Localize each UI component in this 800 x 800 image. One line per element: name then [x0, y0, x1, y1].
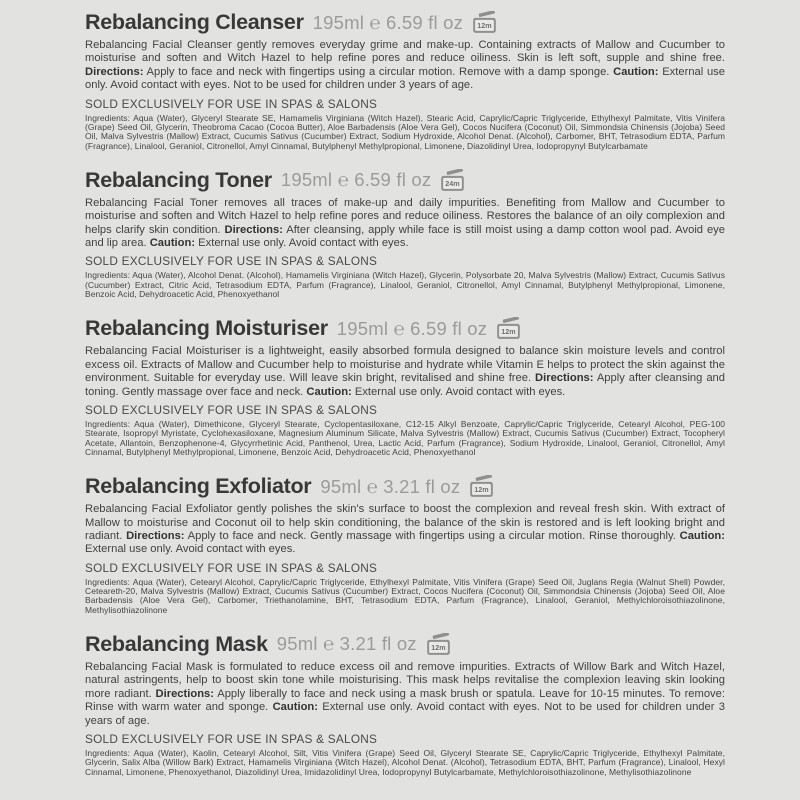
- caution-label: Caution:: [306, 385, 352, 398]
- directions-text: After cleansing, apply while face is still moist using a damp cotton wool pad. Avoid eye and lip area.: [85, 223, 725, 250]
- sold-exclusively-line: SOLD EXCLUSIVELY FOR USE IN SPAS & SALONS: [85, 96, 378, 111]
- caution-label: Caution:: [679, 529, 725, 542]
- caution-text: External use only. Avoid contact with eyes. Not to be used for children under 3 years of age.: [85, 701, 726, 727]
- caution-label: Caution:: [613, 65, 659, 78]
- product-section-toner: [85, 168, 725, 300]
- directions-text: Apply liberally to face and neck using a mask brush or spatula. Leave for 10-15 minutes. To remove: Rinse with warm water and sponge.: [85, 687, 725, 714]
- caution-text: External use only. Avoid contact with eyes.: [351, 385, 566, 398]
- product-header: [85, 474, 725, 499]
- caution-text: External use only. Avoid contact with eyes. Not to be used for children under 3 years of age.: [85, 65, 725, 92]
- ingredients-list: Ingredients: Aqua (Water), Kaolin, Cetearyl Alcohol, Silt, Vitis Vinifera (Grape) Seed Oil, Glyceryl Stearate SE, Caprylic/Capric Triglyceride, Ethylhexyl Palmitate, Glycerin, Salix Alba (Willow Bark) Extract, Hamamelis Virginiana (Witch Hazel), Alcohol Denat. (Alcohol), Tetrasodium EDTA, BHT, Parfum (Fragrance), Linalool, Hexyl Cinnamal, Limonene, Phenoxyethanol, Diazolidinyl Urea, Imidazolidinyl Urea, Iodopropynyl Butylcarbamate, Methylchloroisothiazolinone, Methylisothiazolinone: [85, 747, 725, 777]
- product-section-exfoliator: [85, 474, 725, 615]
- period-after-opening-jar-icon: [496, 317, 521, 340]
- product-description: [85, 197, 725, 251]
- product-description: [85, 345, 725, 399]
- product-header: [85, 168, 725, 193]
- directions-text: Apply to face and neck. Gently massage with fingertips using a circular motion. Rinse thoroughly.: [184, 529, 680, 542]
- sold-exclusively-line: SOLD EXCLUSIVELY FOR USE IN SPAS & SALONS: [85, 402, 378, 417]
- period-after-opening-jar-icon: [426, 633, 451, 656]
- svg-text:12m: 12m: [474, 486, 490, 495]
- product-header: [85, 632, 725, 657]
- product-description: [85, 503, 725, 557]
- description-text: Rebalancing Facial Cleanser gently removes everyday grime and make-up. Containing extracts of Mallow and Cucumber to moisturise and soften and Witch Hazel to help refine pores and reduce oiliness. Skin is left soft, supple and shine free.: [85, 39, 725, 65]
- product-size: 95ml ℮ 3.21 fl oz: [276, 633, 417, 655]
- caution-label: Caution:: [272, 701, 318, 714]
- product-size: 95ml ℮ 3.21 fl oz: [320, 475, 461, 497]
- product-info-sheet: [85, 10, 725, 777]
- directions-text: Apply to face and neck with fingertips using a circular motion. Remove with a damp sponge.: [143, 65, 614, 78]
- product-header: [85, 10, 725, 35]
- period-after-opening-jar-icon: [440, 169, 465, 192]
- product-title: Rebalancing Exfoliator: [85, 474, 312, 499]
- directions-label: Directions:: [126, 529, 185, 542]
- ingredients-list: Ingredients: Aqua (Water), Glyceryl Stearate SE, Hamamelis Virginiana (Witch Hazel), Stearic Acid, Caprylic/Capric Triglyceride, Ethylhexyl Palmitate, Vitis Vinifera (Grape) Seed Oil, Glycerin, Theobroma Cacao (Cocoa Butter), Aloe Barbadensis (Aloe Vera Gel), Cocos Nucifera (Coconut) Oil, Simmondsia Chinensis (Jojoba) Seed Oil, Malva Sylvestris (Mallow) Extract, Cucumis Sativus (Cucumber) Extract, Sodium Hydroxide, Alcohol Denat. (Alcohol), Carbomer, BHT, Tetrasodium EDTA, Parfum (Fragrance), Linalool, Geraniol, Citronellol, Amyl Cinnamal, Butylphenyl Methylpropional, Limonene, Diazolidinyl Urea, Iodopropynyl Butylcarbamate: [85, 112, 725, 151]
- product-size: 195ml ℮ 6.59 fl oz: [280, 169, 432, 191]
- product-section-moisturiser: [85, 316, 725, 457]
- product-description: [85, 39, 725, 93]
- product-section-mask: [85, 632, 725, 777]
- period-after-opening-jar-icon: [472, 11, 497, 34]
- caution-text: External use only. Avoid contact with eyes.: [85, 543, 296, 556]
- sold-exclusively-line: SOLD EXCLUSIVELY FOR USE IN SPAS & SALONS: [85, 731, 378, 746]
- product-size: 195ml ℮ 6.59 fl oz: [336, 317, 488, 339]
- svg-text:12m: 12m: [477, 22, 492, 31]
- description-text: Rebalancing Facial Mask is formulated to reduce excess oil and remove impurities. Extracts of Willow Bark and Witch Hazel, natural astringents, help to boost skin tone while moisturising. This mask helps revitalise the complexion leaving skin looking more radiant.: [85, 660, 725, 700]
- svg-text:24m: 24m: [445, 179, 460, 188]
- ingredients-list: Ingredients: Aqua (Water), Dimethicone, Glyceryl Stearate, Cyclopentasiloxane, C12-15 Alkyl Benzoate, Caprylic/Capric Triglyceride, Cetearyl Alcohol, PEG-100 Stearate, Isopropyl Myristate, Cyclohexasiloxane, Magnesium Aluminum Silicate, Malva Sylvestris (Mallow) Extract, Cucumis Sativus (Cucumber) Extract, Tocopheryl Acetate, Allantoin, Benzophenone-4, Glycyrrhetinic Acid, Panthenol, Urea, Lactic Acid, Parfum (Fragrance), Sodium Hydroxide, Linalool, Geraniol, Citronellol, Amyl Cinnamal, Butylphenyl Methylpropional, Limonene, Benzoic Acid, Dehydroacetic Acid, Phenoxyethanol: [85, 418, 725, 457]
- description-text: Rebalancing Facial Moisturiser is a lightweight, easily absorbed formula designed to balance skin moisture levels and control excess oil. Extracts of Mallow and Cucumber help to moisturise and hydrate while Vitamin E helps to protect the skin against the environment. Suitable for everyday use. Will leave skin bright, revitalised and shine free.: [85, 345, 725, 385]
- directions-text: Apply after cleansing and toning. Gently massage over face and neck.: [85, 372, 725, 398]
- ingredients-list: Ingredients: Aqua (Water), Cetearyl Alcohol, Caprylic/Capric Triglyceride, Ethylhexyl Palmitate, Vitis Vinifera (Grape) Seed Oil, Juglans Regia (Walnut Shell) Powder, Ceteareth-20, Malva Sylvestris (Mallow) Extract, Cucumis Sativus (Cucumber) Extract, Cocos Nucifera (Coconut) Oil, Simmondsia Chinensis (Jojoba) Seed Oil, Aloe Barbadensis (Aloe Vera Gel), Carbomer, Triethanolamine, BHT, Tetrasodium EDTA, Parfum (Fragrance), Linalool, Geraniol, Methylchloroisothiazolinone, Methylisothiazolinone: [85, 576, 725, 615]
- product-section-cleanser: [85, 10, 725, 151]
- caution-label: Caution:: [149, 237, 196, 250]
- description-text: Rebalancing Facial Toner removes all traces of make-up and daily impurities. Benefiting from Mallow and Cucumber to moisturise and soften and Witch Hazel to help refine pores and reduce oiliness. Restores the balance of an oily complexion and helps clarify skin condition.: [85, 196, 725, 236]
- directions-label: Directions:: [224, 223, 283, 236]
- sold-exclusively-line: SOLD EXCLUSIVELY FOR USE IN SPAS & SALONS: [85, 254, 378, 269]
- product-size: 195ml ℮ 6.59 fl oz: [312, 11, 464, 33]
- product-title: Rebalancing Mask: [85, 631, 268, 656]
- product-title: Rebalancing Moisturiser: [85, 316, 328, 341]
- product-description: [85, 661, 725, 728]
- sold-exclusively-line: SOLD EXCLUSIVELY FOR USE IN SPAS & SALONS: [85, 560, 378, 575]
- caution-text: External use only. Avoid contact with eyes.: [195, 237, 409, 250]
- description-text: Rebalancing Facial Exfoliator gently polishes the skin's surface to boost the complexion and reveal fresh skin. With extract of Mallow to moisturise and Coconut oil to help skin conditioning, the balance of the skin is restored and is left looking bright and radiant.: [85, 503, 725, 542]
- svg-text:12m: 12m: [431, 644, 446, 653]
- ingredients-list: Ingredients: Aqua (Water), Alcohol Denat. (Alcohol), Hamamelis Virginiana (Witch Hazel), Glycerin, Polysorbate 20, Malva Sylvestris (Mallow) Extract, Cucumis Sativus (Cucumber) Extract, Citric Acid, Tetrasodium EDTA, Parfum (Fragrance), Linalool, Geraniol, Citronellol, Amyl Cinnamal, Butylphenyl Methylpropional, Limonene, Benzoic Acid, Dehydroacetic Acid, Phenoxyethanol: [85, 270, 725, 300]
- directions-label: Directions:: [155, 687, 214, 700]
- period-after-opening-jar-icon: [469, 475, 494, 498]
- product-header: [85, 316, 725, 341]
- svg-text:12m: 12m: [501, 328, 516, 337]
- directions-label: Directions:: [85, 65, 144, 78]
- product-title: Rebalancing Cleanser: [85, 10, 304, 34]
- product-title: Rebalancing Toner: [85, 167, 272, 192]
- directions-label: Directions:: [535, 372, 594, 385]
